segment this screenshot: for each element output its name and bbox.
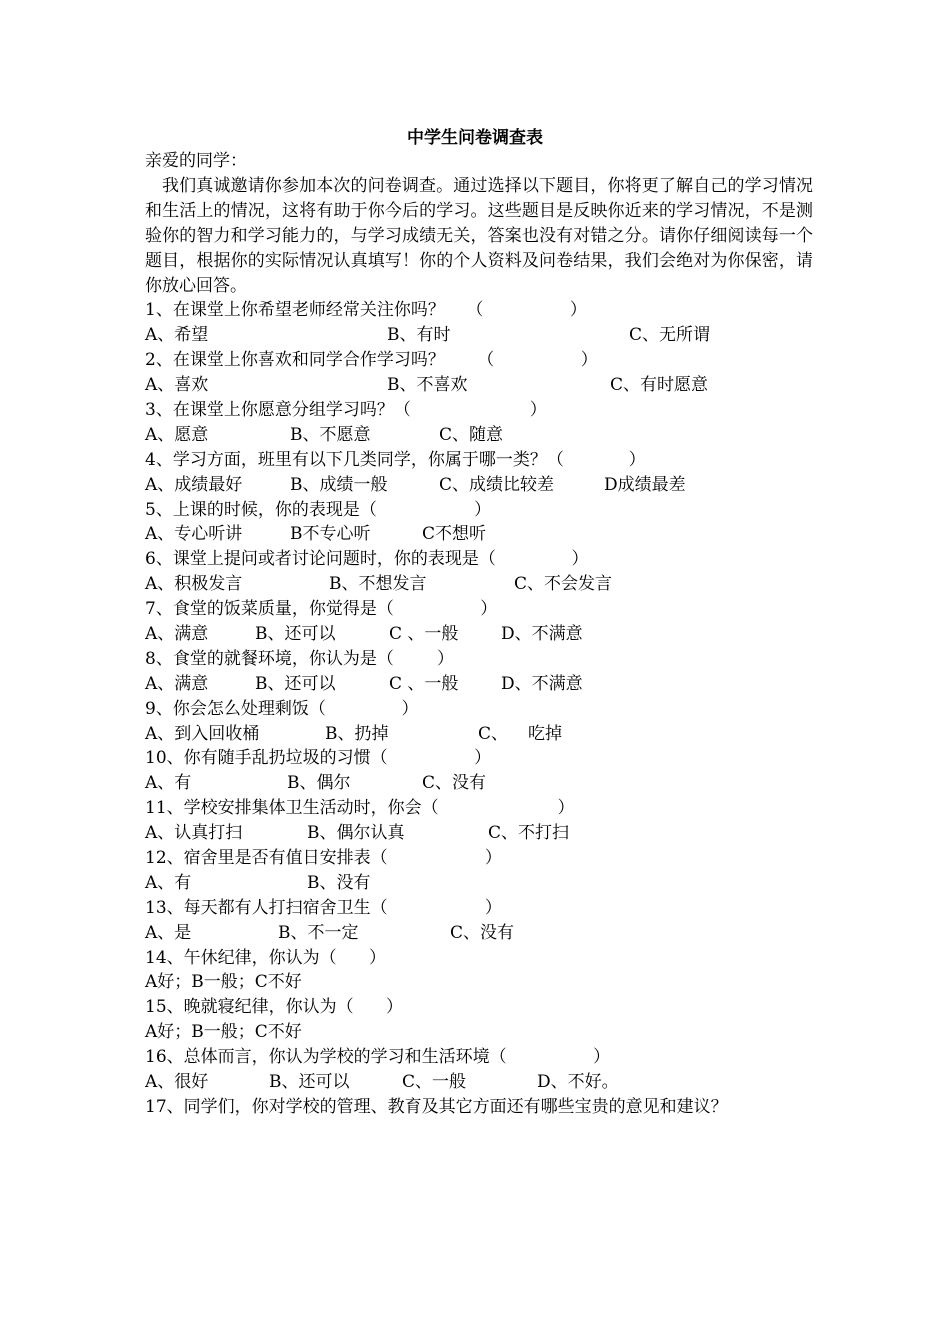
question-7: 7、食堂的饭菜质量，你觉得是（ ） <box>145 599 498 620</box>
option-16-b: B、还可以 <box>269 1072 350 1093</box>
option-9-c: C、 <box>478 723 509 744</box>
option-12-a: A、有 <box>145 872 192 893</box>
option-4-a: A、成绩最好 <box>145 474 243 495</box>
greeting: 亲爱的同学： <box>145 151 247 171</box>
option-7-a: A、满意 <box>145 624 209 644</box>
option-13-a: A、是 <box>145 922 192 943</box>
question-3: 3、在课堂上你愿意分组学习吗？（ ） <box>145 399 547 420</box>
option-7-d: D、不满意 <box>501 624 583 644</box>
options-13 <box>145 921 813 946</box>
options-1 <box>145 323 813 348</box>
option-10-a: A、有 <box>145 773 192 794</box>
question-16: 16、总体而言，你认为学校的学习和生活环境（ ） <box>145 1047 611 1068</box>
option-1-c: C、无所谓 <box>629 325 711 346</box>
options-15: A好；B一般；C不好 <box>145 1022 302 1043</box>
option-4-b: B、成绩一般 <box>290 474 388 495</box>
options-8 <box>145 672 813 697</box>
options-9 <box>145 722 813 747</box>
option-8-d: D、不满意 <box>501 673 583 694</box>
option-11-c: C、不打扫 <box>488 823 570 844</box>
survey-content <box>145 149 813 1120</box>
question-13: 13、每天都有人打扫宿舍卫生（ ） <box>145 897 502 918</box>
options-10 <box>145 771 813 796</box>
question-15: 15、晚就寝纪律，你认为（ ） <box>145 997 404 1018</box>
option-6-c: C、不会发言 <box>514 574 613 595</box>
question-11: 11、学校安排集体卫生活动时，你会（ ） <box>145 798 575 819</box>
option-9-b: B、扔掉 <box>325 723 389 744</box>
option-5-b: B不专心听 <box>290 524 371 545</box>
options-2 <box>145 373 813 398</box>
option-8-c: C 、一般 <box>389 673 459 694</box>
option-3-c: C、随意 <box>439 424 504 445</box>
option-11-a: A、认真打扫 <box>145 823 243 844</box>
question-5: 5、上课的时候，你的表现是（ ） <box>145 499 492 520</box>
option-10-b: B、偶尔 <box>287 773 351 794</box>
option-11-b: B、偶尔认真 <box>307 823 405 844</box>
question-9: 9、你会怎么处理剩饭（ ） <box>145 698 419 719</box>
options-12 <box>145 871 813 896</box>
option-9-c-text: 吃掉 <box>528 723 562 744</box>
question-12: 12、宿舍里是否有值日安排表（ ） <box>145 848 502 869</box>
question-10: 10、你有随手乱扔垃圾的习惯（ ） <box>145 748 492 769</box>
question-17: 17、同学们，你对学校的管理、教育及其它方面还有哪些宝贵的意见和建议？ <box>145 1096 728 1117</box>
page-title: 中学生问卷调查表 <box>407 128 543 148</box>
options-11 <box>145 821 813 846</box>
option-7-b: B、还可以 <box>255 624 336 644</box>
option-6-a: A、积极发言 <box>145 574 243 595</box>
option-10-c: C、没有 <box>422 773 487 794</box>
question-4: 4、学习方面，班里有以下几类同学，你属于哪一类？（ ） <box>145 449 646 470</box>
option-1-a: A、希望 <box>145 325 209 346</box>
question-1: 1、在课堂上你希望老师经常关注你吗？ （ ） <box>145 300 587 321</box>
option-16-a: A、很好 <box>145 1072 209 1093</box>
option-5-c: C不想听 <box>422 524 487 545</box>
option-6-b: B、不想发言 <box>329 574 427 595</box>
option-4-d: D成绩最差 <box>604 474 686 495</box>
options-4 <box>145 473 813 498</box>
options-14: A好；B一般；C不好 <box>145 972 302 993</box>
option-2-c: C、有时愿意 <box>610 375 709 396</box>
options-6 <box>145 572 813 597</box>
option-13-b: B、不一定 <box>278 922 359 943</box>
option-2-a: A、喜欢 <box>145 375 209 396</box>
question-8: 8、食堂的就餐环境，你认为是（ ） <box>145 648 455 669</box>
option-16-d: D、不好。 <box>537 1072 619 1093</box>
option-3-b: B、不愿意 <box>290 424 371 445</box>
option-1-b: B、有时 <box>387 325 451 346</box>
option-4-c: C、成绩比较差 <box>439 474 555 495</box>
option-7-c: C 、一般 <box>389 624 459 644</box>
option-16-c: C、一般 <box>402 1072 467 1093</box>
options-5 <box>145 522 813 547</box>
options-7 <box>145 622 813 647</box>
option-3-a: A、愿意 <box>145 424 209 445</box>
option-8-a: A、满意 <box>145 673 209 694</box>
question-14: 14、午休纪律，你认为（ ） <box>145 947 387 968</box>
option-8-b: B、还可以 <box>255 673 336 694</box>
option-12-b: B、没有 <box>307 872 371 893</box>
option-9-a: A、到入回收桶 <box>145 723 260 744</box>
option-2-b: B、不喜欢 <box>387 375 468 396</box>
question-6: 6、课堂上提问或者讨论问题时，你的表现是（ ） <box>145 549 589 570</box>
intro-paragraph: 我们真诚邀请你参加本次的问卷调查。通过选择以下题目，你将更了解自己的学习情况和生活上的情况，这将有助于你今后的学习。这些题目是反映你近来的学习情况，不是测验你的智力和学习能力的，与学习成绩无关，答案也没有对错之分。请你仔细阅读每一个题目，根据你的实际情况认真填写！你的个人资料及问卷结果，我们会绝对为你保密，请你放心回答。 <box>145 175 813 296</box>
option-5-a: A、专心听讲 <box>145 524 243 545</box>
question-2: 2、在课堂上你喜欢和同学合作学习吗？ （ ） <box>145 350 598 371</box>
option-13-c: C、没有 <box>450 922 515 943</box>
options-16 <box>145 1070 813 1095</box>
options-3 <box>145 423 813 448</box>
